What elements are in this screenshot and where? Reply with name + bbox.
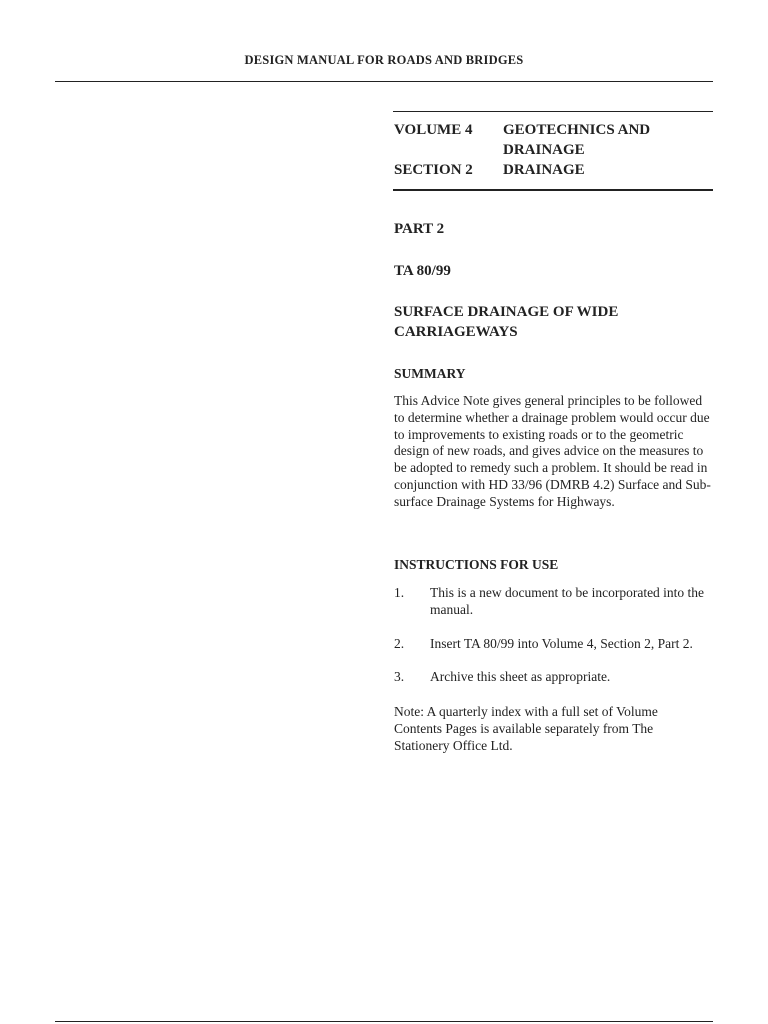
section-title: DRAINAGE (503, 162, 585, 178)
page-header: DESIGN MANUAL FOR ROADS AND BRIDGES (244, 53, 524, 67)
document-title: SURFACE DRAINAGE OF WIDE CARRIAGEWAYS (394, 304, 619, 340)
part-label: PART 2 (394, 221, 445, 237)
document-reference: TA 80/99 (394, 263, 451, 279)
footer-divider (55, 1021, 713, 1022)
list-item (394, 636, 714, 653)
volume-top-divider (393, 111, 713, 112)
section-label: SECTION 2 (394, 162, 473, 178)
instructions-list (394, 585, 714, 703)
list-item-number: 1. (394, 585, 405, 600)
summary-heading: SUMMARY (394, 366, 466, 381)
list-item-text: Insert TA 80/99 into Volume 4, Section 2, Part 2. (430, 635, 693, 651)
volume-label: VOLUME 4 (394, 122, 473, 138)
summary-text: This Advice Note gives general principles to be followed to determine whether a drainage problem would occur due to improvements to existing roads or to the geometric design of new roads, and gives advice on the measures to be adopted to remedy such a problem. It should be read in conjunction with HD 33/96 (DMRB 4.2) Surface and Sub-surface Drainage Systems for Highways. (394, 393, 711, 509)
list-item-text: Archive this sheet as appropriate. (430, 669, 611, 685)
header-divider (55, 81, 713, 82)
list-item-number: 3. (394, 669, 405, 685)
volume-section-block (394, 120, 714, 180)
volume-row (394, 120, 714, 160)
list-item (394, 669, 714, 686)
list-item (394, 585, 714, 619)
list-item-number: 2. (394, 635, 405, 651)
volume-bottom-divider (393, 189, 713, 191)
instructions-heading: INSTRUCTIONS FOR USE (394, 557, 559, 572)
section-row (394, 160, 714, 180)
volume-title: GEOTECHNICS AND DRAINAGE (503, 122, 651, 158)
note-text: Note: A quarterly index with a full set of Volume Contents Pages is available separately from The Stationery Office Ltd. (394, 704, 658, 753)
list-item-text: This is a new document to be incorporated into the manual. (430, 585, 705, 617)
